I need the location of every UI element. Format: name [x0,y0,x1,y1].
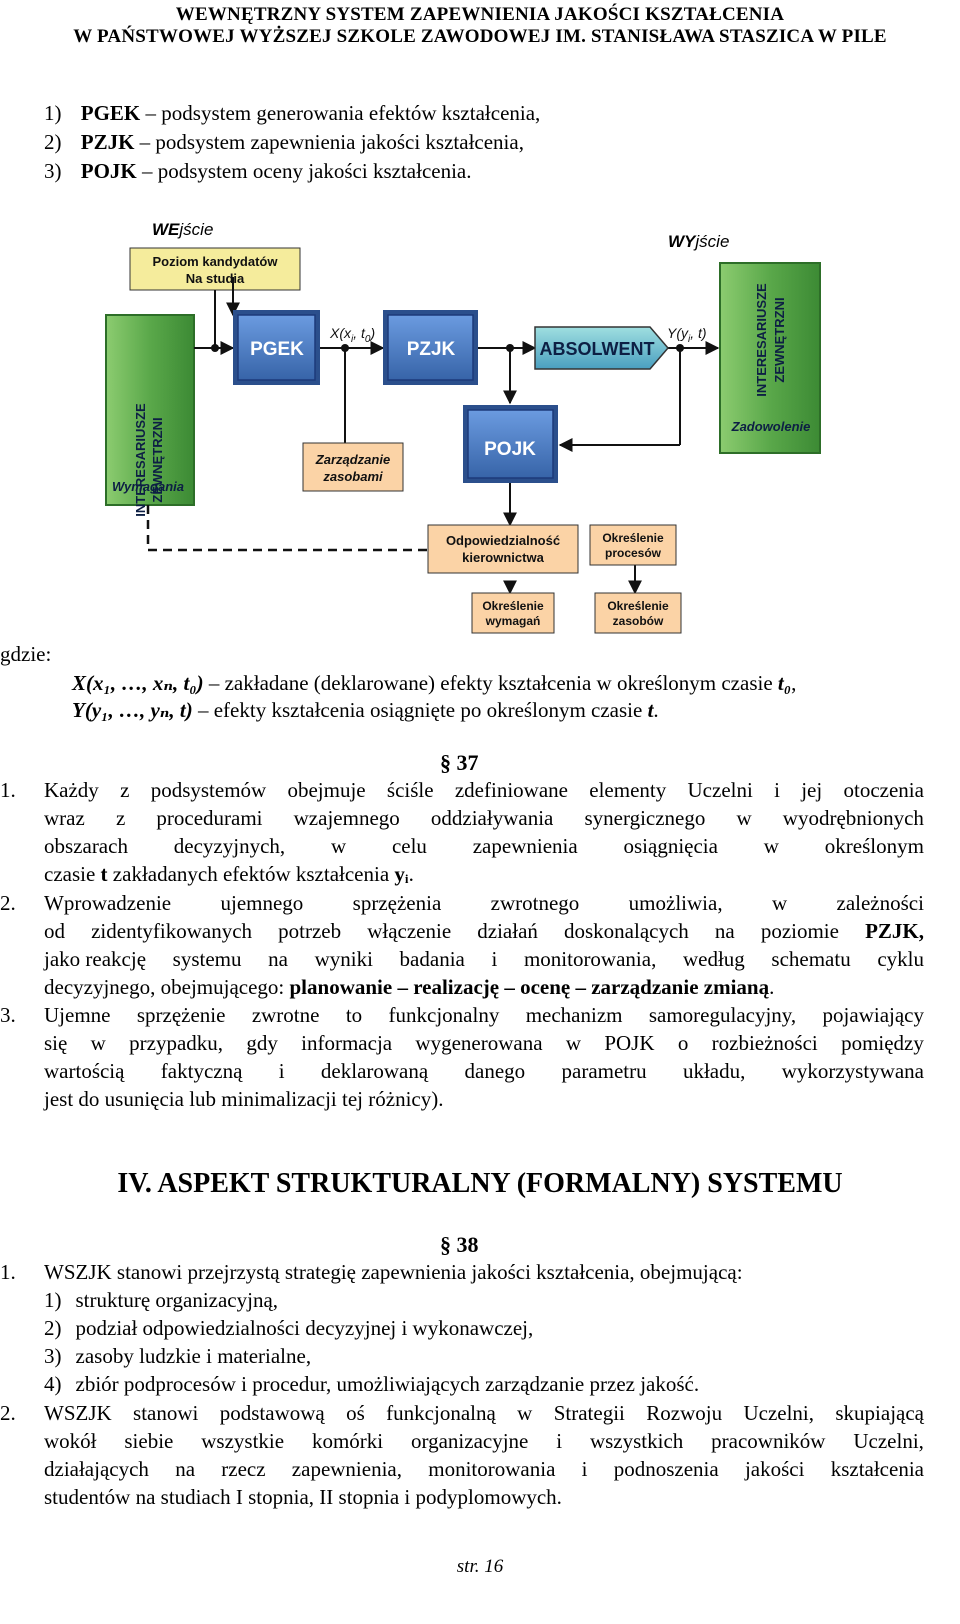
word: decyzyjnych, [173,834,286,858]
word: organizacyjne [410,1429,529,1453]
t0-symbol: t₀ [777,671,792,695]
y-output-label: $Y(y_i$, t) [667,325,707,345]
x-definition [72,670,796,696]
justified-line [44,1401,924,1426]
word: w [565,1031,581,1055]
satisfaction-label: Zadowolenie [731,419,811,434]
word: pomiędzy [841,1031,924,1055]
justified-line [44,1059,924,1084]
word: w [517,1401,533,1425]
word: potrzeb [278,919,342,943]
word: otoczenia [843,778,924,802]
word: cyklu [877,947,924,971]
word: zidentyfikowanych [91,919,253,943]
word: zapewnienia [472,834,578,858]
punct: . [653,698,659,722]
stakeholders-label: INTERESARIUSZE [754,283,769,397]
word: kształcenia [830,1457,924,1481]
y-description: – efekty kształcenia osiągnięte po określonym czasie [192,698,648,722]
word: deklarowaną [320,1059,429,1083]
pojk-box [463,405,558,483]
box-text: wymagań [485,614,541,628]
word: wartością [44,1059,125,1083]
output-label: WYjście [668,232,730,251]
stakeholders-label: INTERESARIUSZE [133,403,148,517]
word: wszystkich [589,1429,684,1453]
section-38-title: § 38 [440,1232,479,1257]
graduate-label: ABSOLWENT [539,339,655,359]
box-text: procesów [604,546,662,560]
word: Uczelni [687,778,753,802]
word: Uczelni, [853,1429,924,1453]
word: mechanizm [525,1003,623,1027]
box-text: Zarządzanie [315,452,391,467]
subsystem-text: – podsystem oceny jakości kształcenia. [136,159,472,183]
justified-line [44,1031,924,1056]
subsystem-item [44,159,472,184]
candidates-line2: Na studia [185,271,245,286]
box-text: Określenie [602,531,664,545]
word: parametru [561,1059,647,1083]
word: w [90,1031,106,1055]
text: . [408,862,414,886]
word: zwrotnego [490,891,580,915]
word: gdy [246,1031,278,1055]
paragraph-last-line: jest do usunięcia lub minimalizacji tej różnicy). [44,1087,444,1111]
word: oddziaływania [430,806,554,830]
word: monitorowania [428,1457,556,1481]
word: włączenie [367,919,452,943]
item-text: strukturę organizacyjną, [75,1288,279,1312]
cycle-steps: planowanie – realizację – ocenę – zarządzanie zmianą [289,975,770,999]
quality-system-diagram [90,215,850,635]
word: stanowi [133,1401,199,1425]
list-item [44,1372,699,1397]
word: to [345,1003,363,1027]
word: rozbieżności [711,1031,818,1055]
word: Rozwoju [646,1401,723,1425]
subsystem-text: – podsystem zapewnienia jakości kształcenia, [134,130,524,154]
word: na [175,1457,196,1481]
word: i [774,778,780,802]
item-number: 3) [44,1344,62,1368]
box-text: zasobów [612,614,664,628]
candidates-box [130,248,300,290]
t-symbol: t [647,698,654,722]
word: pracowników [711,1429,826,1453]
word: skupiającą [835,1401,924,1425]
word: w [771,891,788,915]
word: umożliwia, [628,891,723,915]
paragraph-number: 2. [0,1401,16,1425]
pzjk-box [383,310,478,385]
word: i [581,1457,588,1481]
word: danego [464,1059,526,1083]
word: wzajemnego [293,806,400,830]
word: z [115,806,126,830]
word: funkcjonalną [386,1401,496,1425]
paragraph-number: 1. [0,778,16,802]
yi-symbol: yᵢ [394,862,409,886]
box-text: Określenie [482,599,544,613]
justified-line [44,778,924,803]
justified-line [44,1457,924,1482]
word: wygenerowana [415,1031,543,1055]
box-text: Odpowiedzialność [445,533,561,548]
requirements-label: Wymagania [111,479,185,494]
word: badania [399,947,465,971]
paragraph-last-line [44,975,774,1000]
stakeholders-label: ZEWNĘTRZNI [150,417,165,503]
external-stakeholders-left [106,315,194,517]
box-text: kierownictwa [462,550,544,565]
item-number: 1) [44,101,62,125]
word: rzecz [221,1457,266,1481]
pojk-label: POJK [484,439,536,460]
graduate-box [535,327,668,369]
word: doskonalących [564,919,689,943]
word: o [677,1031,689,1055]
paragraph-number: 2. [0,891,16,915]
document-header-line2: W PAŃSTWOWEJ WYŻSZEJ SZKOLE ZAWODOWEJ IM. STANISŁAWA STASZICA W PILE [73,26,887,47]
word: Ujemne [44,1003,111,1027]
word: zapewnienia, [291,1457,402,1481]
pgek-box [233,310,320,385]
word: procedurami [156,806,263,830]
subsystem-abbr: POJK [80,159,137,183]
where-label: gdzie: [0,642,52,666]
justified-line [44,919,924,944]
word: Wprowadzenie [44,891,172,915]
word: od [44,919,65,943]
word: poziomie [760,919,839,943]
word: z [120,778,130,802]
word: układu, [682,1059,746,1083]
candidates-line1: Poziom kandydatów [152,254,278,269]
text: zakładanych efektów kształcenia [107,862,395,886]
word: komórki [311,1429,384,1453]
subsystem-item [44,101,540,126]
resources-definition-box [595,593,681,633]
item-text: zasoby ludzkie i materialne, [75,1344,312,1368]
word: działających [44,1457,149,1481]
word: celu [391,834,427,858]
word: wykorzystywana [781,1059,924,1083]
punct: , [791,671,797,695]
word: w [736,806,752,830]
word: siebie [124,1429,174,1453]
item-number: 1) [44,1288,62,1312]
justified-line [44,1003,924,1028]
subsystem-abbr: PGEK [80,101,141,125]
chapter-heading: IV. ASPEKT STRUKTURALNY (FORMALNY) SYSTEMU [117,1168,843,1199]
word: faktyczną [160,1059,243,1083]
word: w [763,834,779,858]
word: osiągnięcia [623,834,718,858]
word: monitorowania, [523,947,657,971]
word: określonym [824,834,924,858]
x-symbol: X(x₁, …, xₙ, t₀) [72,671,204,695]
process-definition-box [590,525,676,565]
pzjk-abbr: PZJK, [865,919,924,943]
subsystem-abbr: PZJK [80,130,135,154]
feedback-dashed-line [148,505,428,550]
text: czasie [44,862,101,886]
paragraph-number: 3. [0,1003,16,1027]
item-text: podział odpowiedzialności decyzyjnej i wykonawczej, [75,1316,534,1340]
word: elementy [589,778,667,802]
word: funkcjonalny [388,1003,500,1027]
section-37-title: § 37 [440,750,479,775]
justified-line [44,891,924,916]
item-number: 4) [44,1372,62,1396]
word: się [44,1031,68,1055]
pgek-label: PGEK [250,339,304,360]
word: przypadku, [129,1031,224,1055]
justified-line [44,806,924,831]
word: informacja [301,1031,393,1055]
subsystem-text: – podsystem generowania efektów kształcenia, [140,101,541,125]
word: obszarach [44,834,128,858]
list-item [44,1316,533,1341]
text: decyzyjnego, obejmującego: [44,975,290,999]
pzjk-label: PZJK [406,339,456,360]
word: oś [346,1401,365,1425]
word: na [714,919,735,943]
item-number: 2) [44,1316,62,1340]
word: zdefiniowane [454,778,568,802]
x-input-label: $X(x_i$, $t_0$) [330,325,376,345]
list-item [44,1344,311,1369]
word: wyodrębnionych [782,806,924,830]
document-header-line1: WEWNĘTRZNY SYSTEM ZAPEWNIENIA JAKOŚCI KSZTAŁCENIA [175,4,785,25]
management-responsibility-box [428,525,578,573]
text: . [769,975,775,999]
word: jako reakcję [44,947,147,971]
box-text: Określenie [607,599,669,613]
word: systemu [172,947,242,971]
justified-line [44,834,924,859]
justified-line [44,947,924,972]
word: wyniki [314,947,373,971]
word: Strategii [553,1401,625,1425]
item-number: 2) [44,130,62,154]
subsystem-item [44,130,524,155]
x-description: – zakładane (deklarowane) efekty kształcenia w określonym czasie [203,671,778,695]
word: Uczelni, [743,1401,814,1425]
paragraph-last-line: studentów na studiach I stopnia, II stopnia i podyplomowych. [44,1485,562,1509]
item-number: 3) [44,159,62,183]
word: ściśle [386,778,434,802]
stakeholders-label: ZEWNĘTRZNI [772,297,787,383]
word: samoregulacyjny, [648,1003,797,1027]
resources-management-box [303,443,403,491]
word: sprzężenie [136,1003,226,1027]
word: wokół [44,1429,97,1453]
requirements-definition-box [472,593,554,633]
word: podnoszenia [613,1457,719,1481]
word: zależności [836,891,924,915]
word: ujemnego [220,891,304,915]
word: wszystkie [201,1429,285,1453]
word: na [268,947,288,971]
item-text: zbiór podprocesów i procedur, umożliwiających zarządzanie przez jakość. [75,1372,700,1396]
word: obejmuje [287,778,366,802]
word: podstawową [219,1401,325,1425]
word: synergicznego [584,806,706,830]
word: działań [477,919,538,943]
paragraph-text: WSZJK stanowi przejrzystą strategię zapewnienia jakości kształcenia, obejmującą: [44,1260,743,1284]
page-number: str. 16 [456,1556,504,1577]
paragraph-last-line [44,862,414,887]
word: wraz [44,806,85,830]
word: i [556,1429,563,1453]
external-stakeholders-right [720,263,820,453]
input-label: WEjście [152,220,214,239]
word: według [682,947,745,971]
paragraph-number: 1. [0,1260,16,1284]
word: w [330,834,347,858]
word: jakości [744,1457,805,1481]
word: i [278,1059,285,1083]
word: jej [801,778,823,802]
word: podsystemów [150,778,267,802]
y-symbol: Y(y₁, …, yₙ, t) [72,698,193,722]
word: WSZJK [44,1401,112,1425]
box-text: zasobami [323,469,383,484]
word: zwrotne [251,1003,320,1027]
list-item [44,1288,278,1313]
word: schematu [771,947,851,971]
y-definition [72,697,659,723]
t-symbol: t [100,862,108,886]
word: i [491,947,498,971]
word: Każdy [44,778,99,802]
justified-line [44,1429,924,1454]
word: POJK [604,1031,655,1055]
word: sprzężenia [352,891,442,915]
word: pojawiający [822,1003,924,1027]
